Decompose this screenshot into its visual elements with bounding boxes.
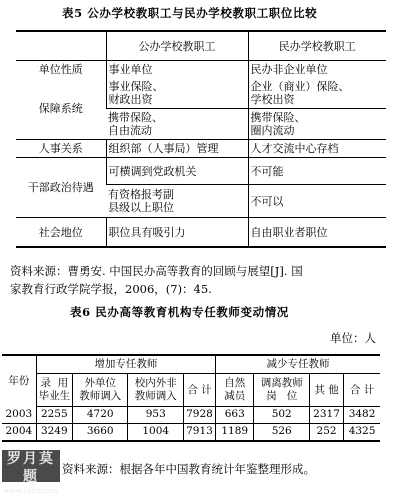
row-label: 人事关系 [16,140,106,158]
value-cell: 2255 [36,407,72,424]
table-row [2,423,380,441]
value-cell: 252 [309,423,343,441]
value-cell: 953 [128,407,184,424]
value-cell: 7928 [183,407,215,424]
year-cell: 2004 [2,423,36,441]
table6-subheader-row [2,374,380,407]
table-row [16,61,386,79]
table-row [16,140,386,158]
subheader: 外单位 教师调入 [72,374,128,407]
group-decrease: 减少专任教师 [216,355,380,374]
value-cell: 1189 [216,423,254,441]
cell-public: 职位具有吸引力 [106,218,248,248]
value-cell: 663 [216,407,254,424]
row-label: 单位性质 [38,63,83,76]
cell-public: 事业单位 [106,61,248,79]
subheader: 合 计 [344,374,380,407]
cell-private: 民办非企业单位 [248,61,386,79]
subheader: 合 计 [183,374,215,407]
table-row [16,158,386,185]
cell-public: 携带保险、 自由流动 [106,109,248,140]
watermark-url: www.Sytcr.com [3,487,59,495]
table6-title: 表6 民办高等教育机构专任教师变动情况 [70,305,289,319]
value-cell: 4325 [344,423,380,441]
subheader: 校内外非 教师调入 [128,374,184,407]
value-cell: 2317 [309,407,343,424]
cell-private: 企业（商业）保险、 学校出资 [248,78,386,109]
table6 [2,354,380,442]
cell-public: 可横调到党政机关 [106,158,248,185]
value-cell: 4720 [72,407,128,424]
source2-note: 资料来源：根据各年中国教育统计年鉴整理形成。 [62,462,315,476]
subheader: 自然 减员 [216,374,254,407]
cell-public: 有资格报考副 县级以上职位 [106,185,248,218]
subheader: 调离教师 岗 位 [254,374,310,407]
value-cell: 3482 [344,407,380,424]
table-row [16,78,386,109]
value-cell: 7913 [183,423,215,441]
table-row [16,218,386,248]
source1-line1: 资料来源：曹勇安. 中国民办高等教育的回顾与展望[J]. 国 [10,264,303,278]
value-cell: 502 [254,407,310,424]
row-label: 保障系统 [38,102,83,115]
watermark-logo [2,450,60,495]
watermark-text: 罗月莫题 [7,451,55,485]
table6-unit: 单位：人 [330,331,376,345]
cell-public: 组织部（人事局）管理 [106,140,248,158]
cell-private: 自由职业者职位 [248,218,386,248]
table5 [16,30,386,248]
year-cell: 2003 [2,407,36,424]
value-cell: 3660 [72,423,128,441]
cell-private: 不可以 [248,185,386,218]
group-increase: 增加专任教师 [36,355,215,374]
table-row [2,407,380,424]
subheader: 录 用 毕业生 [36,374,72,407]
table5-header-public: 公办学校教职工 [106,31,248,61]
table5-header-private: 民办学校教职工 [248,31,386,61]
value-cell: 526 [254,423,310,441]
cell-private: 人才交流中心存档 [248,140,386,158]
source1-line2: 家教育行政学院学报，2006，(7)：45. [10,282,212,296]
table6-group-row [2,355,380,374]
cell-private: 不可能 [248,158,386,185]
table5-header-row [16,31,386,61]
row-label: 干部政治待遇 [16,158,106,218]
year-header: 年份 [2,355,36,407]
table5-title: 表5 公办学校教职工与民办学校教职工职位比较 [62,6,318,20]
row-label: 社会地位 [16,218,106,248]
table5-header-blank [16,31,106,61]
value-cell: 3249 [36,423,72,441]
subheader: 其 他 [309,374,343,407]
cell-public: 事业保险、 财政出资 [106,78,248,109]
cell-private: 携带保险、 圈内流动 [248,109,386,140]
value-cell: 1004 [128,423,184,441]
